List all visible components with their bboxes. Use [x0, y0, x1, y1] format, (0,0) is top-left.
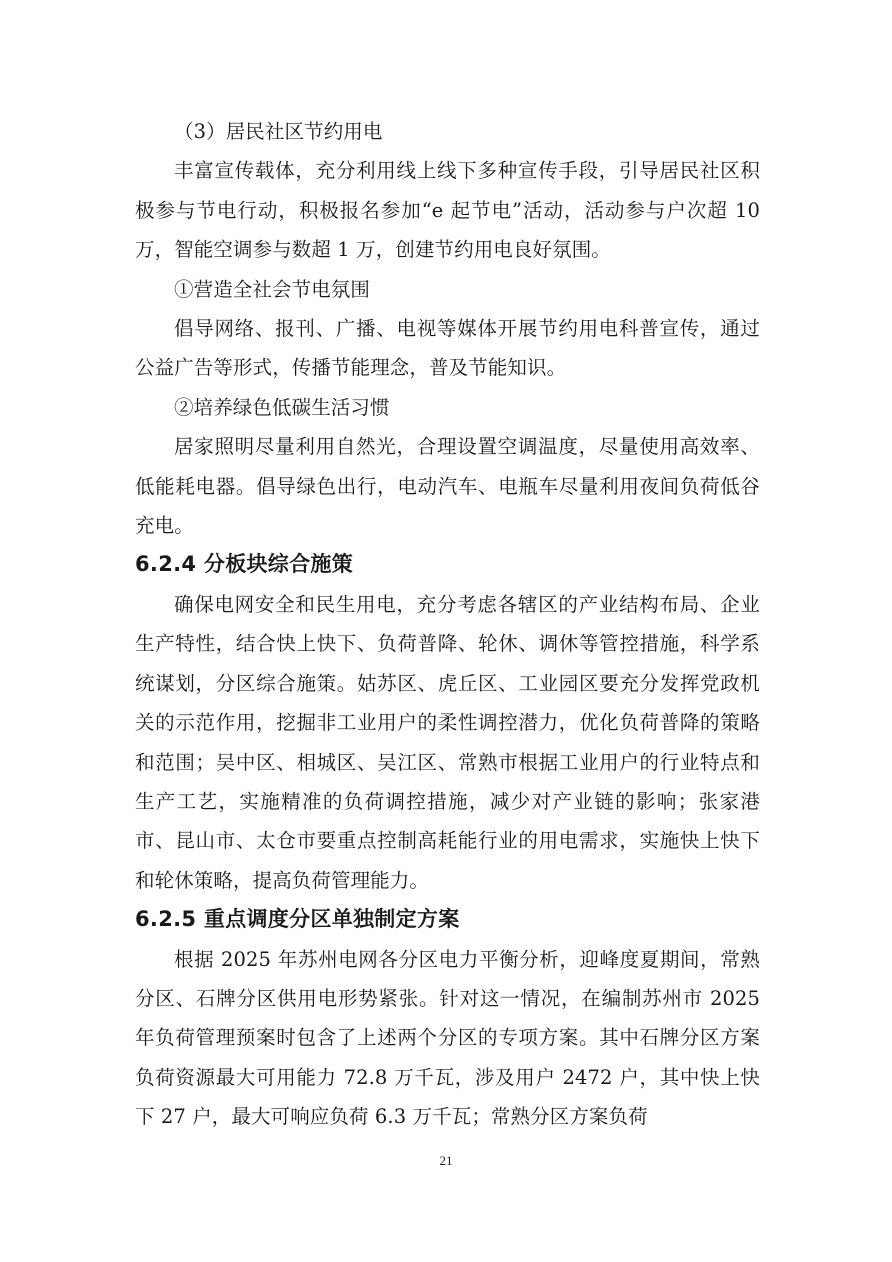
- body-paragraph: 确保电网安全和民生用电，充分考虑各辖区的产业结构布局、企业生产特性，结合快上快下、负荷普降、轮休、调休等管控措施，科学系统谋划，分区综合施策。姑苏区、虎丘区、工业园区要充分发挥党政机关的示范作用，挖掘非工业用户的柔性调控潜力，优化负荷普降的策略和范围；吴中区、相城区、吴江区、常熟市根据工业用户的行业特点和生产工艺，实施精准的负荷调控措施，减少对产业链的影响；张家港市、昆山市、太仓市要重点控制高耗能行业的用电需求，实施快上快下和轮休策略，提高负荷管理能力。: [135, 592, 760, 892]
- document-page: [135, 112, 760, 1137]
- subsection-title: （3）居民社区节约用电: [174, 120, 383, 143]
- body-paragraph: 根据 2025 年苏州电网各分区电力平衡分析，迎峰度夏期间，常熟分区、石牌分区供用电形势紧张。针对这一情况，在编制苏州市 2025 年负荷管理预案时包含了上述两个分区的专项方案。其中石牌分区方案负荷资源最大可用能力 72.8 万千瓦，涉及用户 2472 户，其中快上快下 27 户，最大可响应负荷 6.3 万千瓦；常熟分区方案负荷: [135, 947, 760, 1129]
- body-paragraph: 丰富宣传载体，充分利用线上线下多种宣传手段，引导居民社区积极参与节电行动，积极报名参加“e 起节电”活动，活动参与户次超 10 万，智能空调参与数超 1 万，创建节约用电良好氛围。: [135, 159, 760, 262]
- page-number: 21: [439, 1153, 453, 1168]
- body-paragraph: 倡导网络、报刊、广播、电视等媒体开展节约用电科普宣传，通过公益广告等形式，传播节能理念，普及节能知识。: [135, 317, 760, 380]
- section-heading: 6.2.5 重点调度分区单独制定方案: [135, 907, 460, 932]
- list-item-title: ②培养绿色低碳生活习惯: [174, 395, 390, 419]
- section-heading: 6.2.4 分板块综合施策: [135, 552, 354, 577]
- list-item-title: ①营造全社会节电氛围: [174, 277, 371, 301]
- body-paragraph: 居家照明尽量利用自然光，合理设置空调温度，尽量使用高效率、低能耗电器。倡导绿色出行，电动汽车、电瓶车尽量利用夜间负荷低谷充电。: [135, 435, 760, 538]
